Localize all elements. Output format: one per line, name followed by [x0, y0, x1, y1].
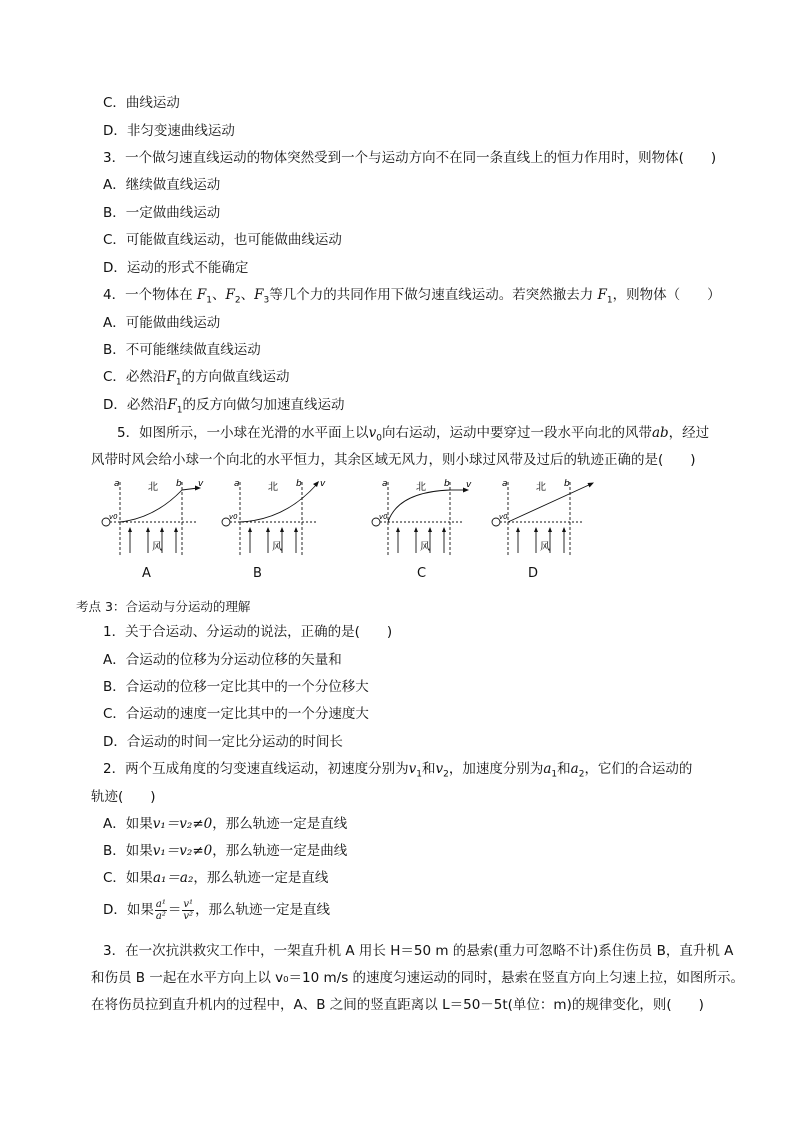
v1-sub: 1 — [416, 769, 422, 780]
velocity-label: v — [198, 479, 204, 489]
v1-symbol: v — [408, 761, 417, 777]
band-edge-b-label: b — [564, 479, 570, 489]
north-label: 北 — [148, 482, 158, 493]
q3-option-b: B．一定做曲线运动 — [103, 205, 221, 221]
section-heading: 考点 3：合运动与分运动的理解 — [76, 599, 251, 614]
s2-d-part2: ，那么轨迹一定是直线 — [195, 902, 331, 918]
q5-stem — [117, 424, 709, 448]
a1-symbol: a — [543, 761, 552, 777]
velocity-label: v — [320, 479, 326, 489]
equation: v₁＝v₂≠0 — [152, 816, 213, 832]
f3-sub: 3 — [263, 295, 270, 306]
s2-option-c — [103, 869, 328, 887]
band-edge-b-label: b — [444, 479, 450, 489]
f1-symbol: F — [597, 287, 607, 303]
fraction-denominator: a² — [155, 910, 166, 922]
q4-c-part1: C．必然沿 — [103, 369, 167, 385]
q5-stem-line2: 风带时风会给小球一个向北的水平恒力，其余区域无风力，则小球过风带及过后的轨迹正确的是( ) — [91, 452, 696, 468]
v0-sub: 0 — [376, 433, 382, 444]
q5-stem-part3: ，经过 — [668, 425, 710, 441]
f1-sub: 1 — [175, 377, 182, 388]
s2-stem-part5: ，它们的合运动的 — [584, 761, 693, 777]
s2-stem-part1: 2．两个互成角度的匀变速直线运动，初速度分别为 — [103, 761, 409, 777]
q4-option-d — [103, 396, 345, 420]
band-edge-b-label: b — [296, 479, 302, 489]
s2-a-part2: ，那么轨迹一定是直线 — [212, 816, 348, 832]
s1-option-c: C．合运动的速度一定比其中的一个分速度大 — [103, 706, 369, 722]
s3-line2: 和伤员 B 一起在水平方向上以 v₀＝10 m/s 的速度匀速运动的同时，悬索在竖直方向上匀速上拉，如图所示。 — [91, 970, 745, 986]
q3-option-a: A．继续做直线运动 — [103, 177, 221, 193]
q4-stem — [103, 286, 721, 310]
s1-option-d: D．合运动的时间一定比分运动的时间长 — [103, 734, 343, 750]
f3-symbol: F — [254, 287, 264, 303]
s2-stem-line2: 轨迹( ) — [91, 789, 156, 805]
s3-line1: 3．在一次抗洪救灾工作中，一架直升机 A 用长 H＝50 m 的悬索(重力可忽略不计)系住伤员 B，直升机 A — [103, 943, 734, 959]
s2-option-d — [103, 896, 330, 924]
band-edge-a-label: a — [502, 479, 508, 489]
separator: 、 — [212, 287, 226, 303]
band-edge-b-label: b — [176, 479, 182, 489]
s2-stem-part3: ，加速度分别为 — [448, 761, 544, 777]
fraction-numerator: a¹ — [155, 898, 166, 910]
f1-sub: 1 — [176, 405, 183, 416]
wind-label: 风 — [540, 542, 550, 553]
a2-symbol: a — [570, 761, 579, 777]
equals-sign: ＝ — [167, 902, 182, 918]
s2-option-b — [103, 842, 347, 860]
fraction-a — [155, 899, 167, 922]
a2-sub: 2 — [578, 769, 585, 780]
q5-stem-part2: 向右运动，运动中要穿过一段水平向北的风带 — [381, 425, 652, 441]
f2-symbol: F — [225, 287, 235, 303]
v2-symbol: v — [435, 761, 444, 777]
north-label: 北 — [268, 482, 278, 493]
f2-sub: 2 — [234, 295, 241, 306]
q3-option-c: C．可能做直线运动，也可能做曲线运动 — [103, 232, 342, 248]
equation: a₁＝a₂ — [152, 870, 194, 886]
q4-stem-part1: 4．一个物体在 — [103, 287, 193, 303]
figure-b — [220, 478, 330, 560]
fraction-numerator: v¹ — [183, 898, 194, 910]
s3-line3: 在将伤员拉到直升机内的过程中，A、B 之间的竖直距离以 L＝50－5t(单位：m)的规律变化，则( ) — [91, 997, 704, 1013]
figure-a — [100, 478, 210, 560]
north-label: 北 — [416, 482, 426, 493]
band-edge-a-label: a — [114, 479, 120, 489]
q4-c-part2: 的方向做直线运动 — [181, 369, 290, 385]
q3-option-d: D．运动的形式不能确定 — [103, 260, 249, 276]
q5-stem-part1: 5．如图所示，一小球在光滑的水平面上以 — [117, 425, 369, 441]
band-edge-a-label: a — [234, 479, 240, 489]
q3-stem: 3．一个做匀速直线运动的物体突然受到一个与运动方向不在同一条直线上的恒力作用时，则物体( ) — [103, 150, 717, 166]
s2-stem-part4: 和 — [557, 761, 571, 777]
fraction-v — [182, 899, 194, 922]
separator: 、 — [240, 287, 255, 303]
q4-d-part1: D．必然沿 — [103, 397, 168, 413]
v0-label: v0 — [229, 513, 238, 521]
option-c: C．曲线运动 — [103, 95, 180, 111]
f1-sub: 1 — [206, 295, 212, 306]
s2-c-part2: ，那么轨迹一定是直线 — [193, 870, 329, 886]
figure-c-label: C — [417, 566, 427, 581]
s2-d-part1: D．如果 — [103, 902, 154, 918]
a1-sub: 1 — [551, 769, 558, 780]
s1-option-a: A．合运动的位移为分运动位移的矢量和 — [103, 652, 342, 668]
v0-symbol: v — [368, 425, 377, 441]
q4-stem-part3: ，则物体（ ） — [612, 287, 721, 303]
v0-label: v0 — [499, 513, 508, 521]
s2-option-a — [103, 815, 347, 833]
v0-label: v0 — [109, 513, 118, 521]
ab-symbol: ab — [651, 425, 669, 441]
f1-sub: 1 — [606, 295, 613, 306]
s2-a-part1: A．如果 — [103, 816, 153, 832]
q4-d-part2: 的反方向做匀加速直线运动 — [182, 397, 345, 413]
s2-b-part1: B．如果 — [103, 843, 153, 859]
figure-a-label: A — [142, 566, 151, 581]
s2-stem-part2: 和 — [421, 761, 436, 777]
wind-label: 风 — [420, 542, 430, 553]
velocity-label: v — [466, 480, 472, 490]
figure-d-label: D — [528, 566, 539, 581]
figure-c — [368, 478, 478, 560]
q4-stem-part2: 等几个力的共同作用下做匀速直线运动。若突然撤去力 — [269, 287, 594, 303]
v2-sub: 2 — [443, 769, 449, 780]
f1-symbol: F — [166, 369, 176, 385]
s2-stem — [103, 760, 692, 784]
option-d: D．非匀变速曲线运动 — [103, 123, 235, 139]
north-label: 北 — [536, 482, 546, 493]
q4-option-c — [103, 368, 290, 392]
s2-c-part1: C．如果 — [103, 870, 153, 886]
f1-symbol: F — [196, 287, 207, 303]
f1-symbol: F — [167, 397, 177, 413]
q4-option-a: A．可能做曲线运动 — [103, 315, 221, 331]
s2-b-part2: ，那么轨迹一定是曲线 — [212, 843, 348, 859]
wind-label: 风 — [272, 542, 282, 553]
q4-option-b: B．不可能继续做直线运动 — [103, 342, 261, 358]
wind-label: 风 — [152, 542, 162, 553]
v0-label: v0 — [379, 513, 388, 521]
figure-b-label: B — [253, 566, 262, 581]
s1-stem: 1．关于合运动、分运动的说法，正确的是( ) — [103, 624, 393, 640]
s1-option-b: B．合运动的位移一定比其中的一个分位移大 — [103, 679, 369, 695]
figure-d — [488, 478, 598, 560]
band-edge-a-label: a — [382, 479, 388, 489]
equation: v₁＝v₂≠0 — [152, 843, 213, 859]
fraction-denominator: v² — [183, 910, 194, 922]
